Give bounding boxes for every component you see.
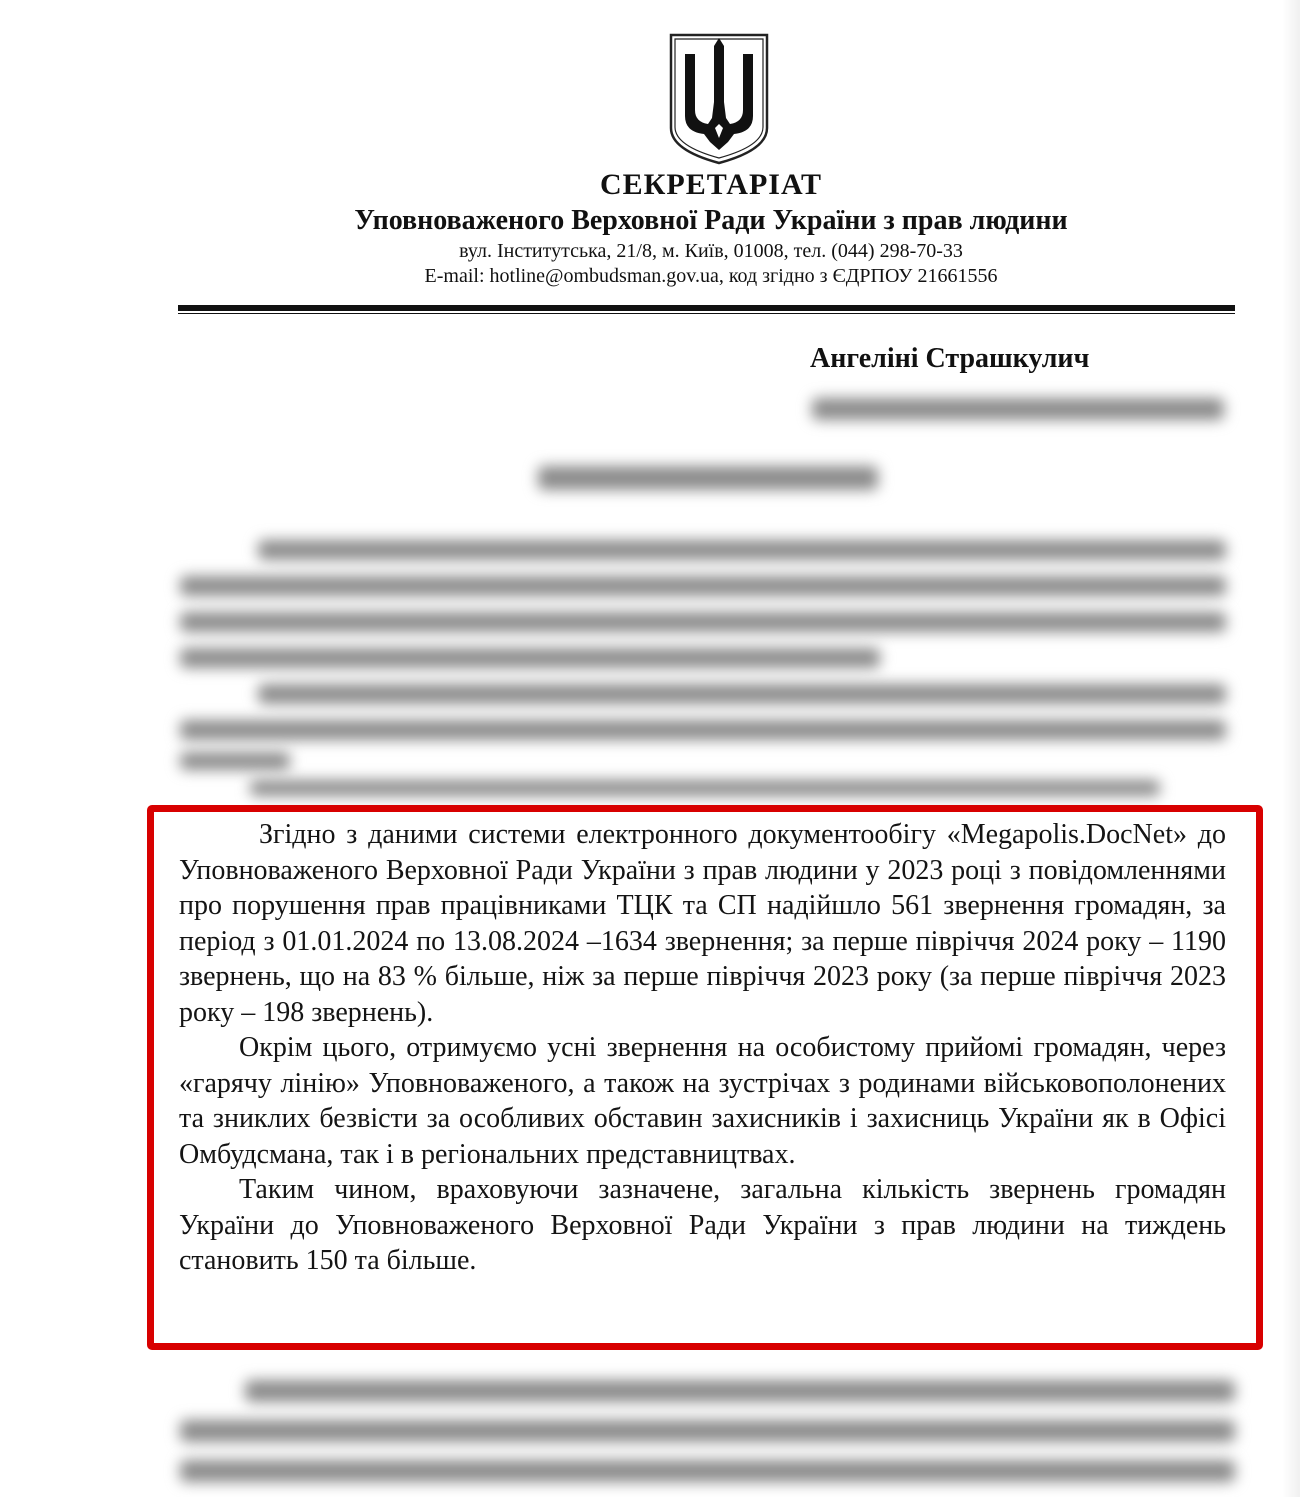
- paragraph-appeals-statistics: Згідно з даними системи електронного документообігу «Megapolis.DocNet» до Уповноваженого Верховної Ради України з прав людини у 2023 році з повідомленнями про порушення прав працівниками ТЦК та СП надійшло 561 звернення громадян, за період з 01.01.2024 по 13.08.2024 –1634 звернення; за перше півріччя 2024 року – 1190 звернень, що на 83 % більше, ніж за перше півріччя 2023 року (за перше півріччя 2023 року – 198 звернень).: [179, 819, 1226, 1028]
- redacted-line: [180, 752, 290, 770]
- redacted-line: [180, 720, 1226, 740]
- header-rule-thick: [178, 305, 1235, 311]
- redacted-line: [180, 612, 1226, 632]
- organization-contacts: E-mail: hotline@ombudsman.gov.ua, код згідно з ЄДРПОУ 21661556: [424, 265, 998, 287]
- redacted-line: [258, 540, 1226, 560]
- redacted-line: [245, 1380, 1235, 1402]
- trident-emblem-icon: [668, 32, 770, 166]
- redacted-letter-title: [538, 466, 878, 490]
- paragraph-weekly-total: Таким чином, враховуючи зазначене, загальна кількість звернень громадян України до Уповноваженого Верховної Ради України з прав людини на тиждень становить 150 та більше.: [179, 1174, 1226, 1276]
- highlighted-text-block: [179, 817, 1226, 1279]
- organization-title: СЕКРЕТАРІАТ: [600, 168, 822, 201]
- paragraph-oral-appeals: Окрім цього, отримуємо усні звернення на особистому прийомі громадян, через «гарячу лінію» Уповноваженого, а також на зустрічах з родинами військовополонених та зниклих безвісти за особливих обставин захисників і захисниць України як в Офісі Омбудсмана, так і в регіональних представництвах.: [179, 1032, 1226, 1170]
- organization-subtitle: Уповноваженого Верховної Ради України з прав людини: [354, 205, 1068, 236]
- redacted-line: [180, 648, 880, 668]
- redacted-line: [180, 1460, 1235, 1482]
- redacted-line: [258, 684, 1226, 704]
- redacted-line: [180, 1420, 1235, 1442]
- redacted-line: [250, 780, 1160, 796]
- header-rule-thin: [178, 313, 1235, 314]
- redacted-recipient-email: [812, 398, 1224, 420]
- redacted-line: [180, 576, 1226, 596]
- organization-address: вул. Інститутська, 21/8, м. Київ, 01008, тел. (044) 298-70-33: [459, 240, 963, 262]
- recipient-name: Ангеліні Страшкулич: [810, 343, 1090, 374]
